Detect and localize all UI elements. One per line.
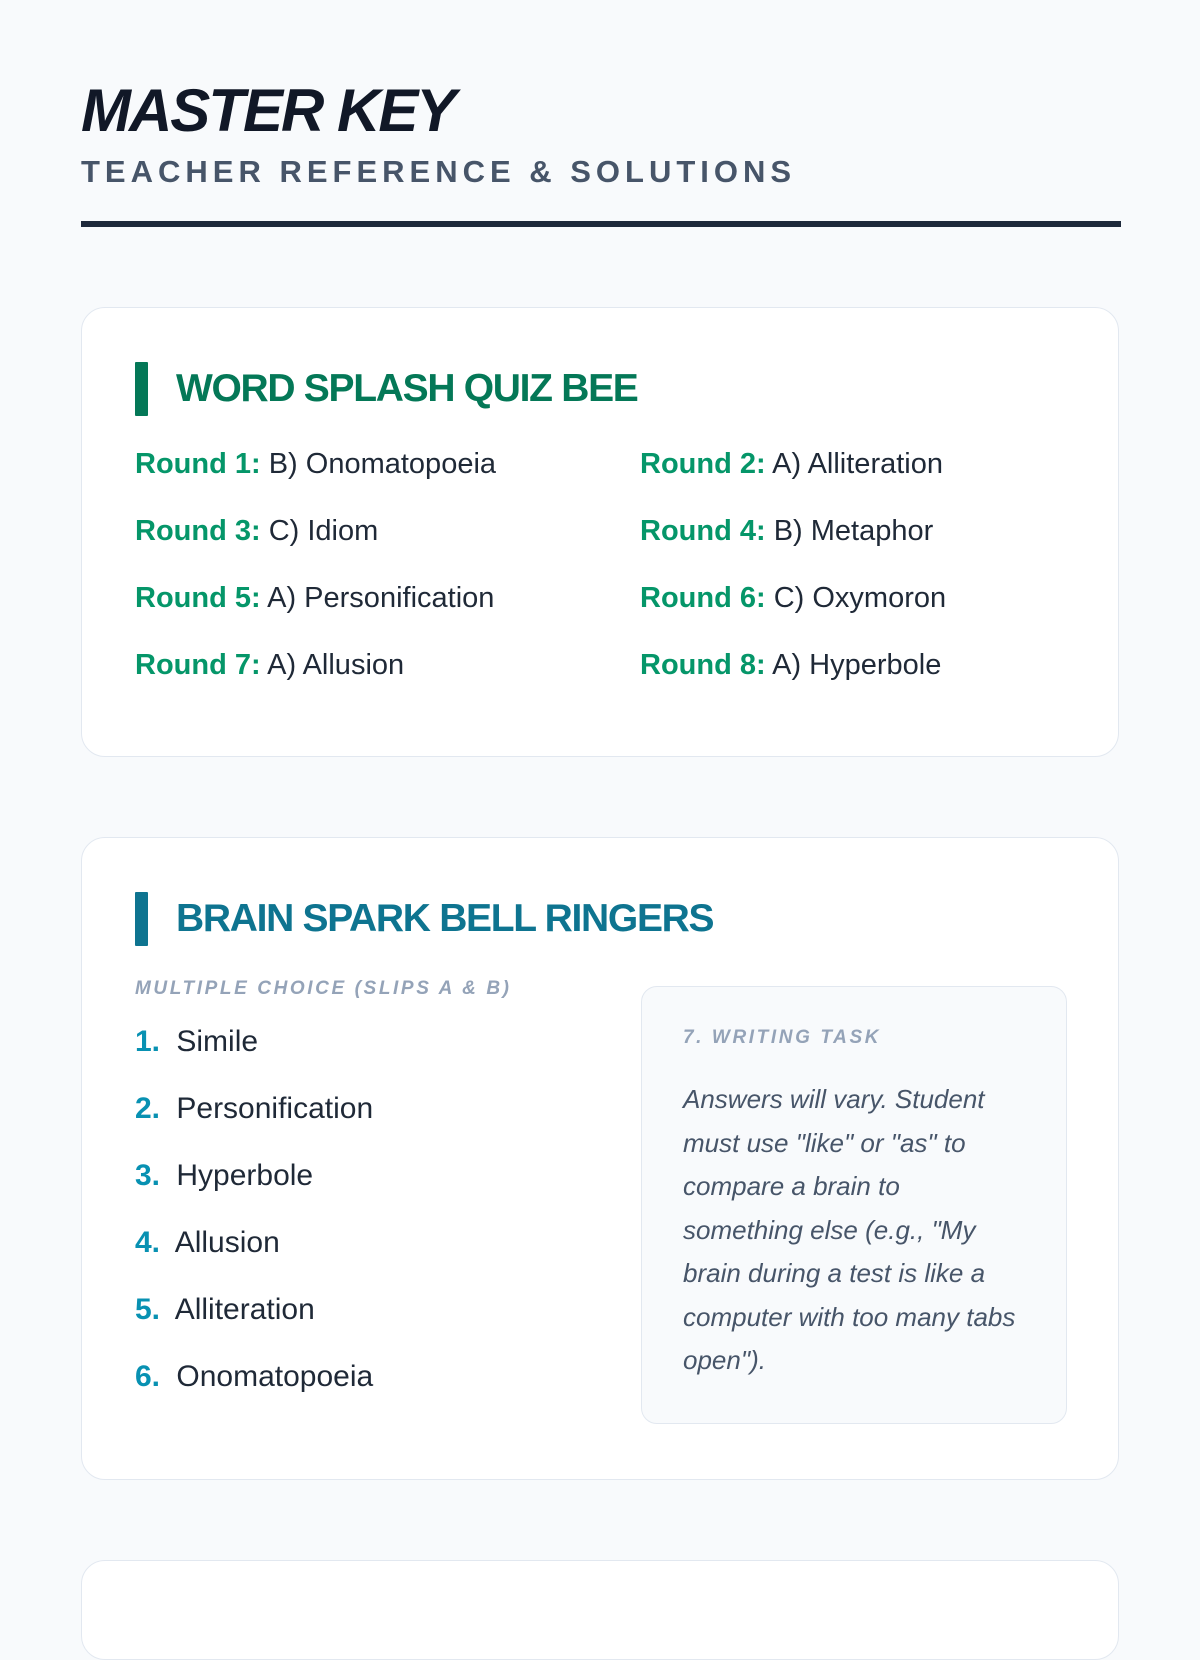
round-answer-item [640, 509, 995, 553]
round-answer: C) Idiom [268, 515, 379, 547]
answer-number: 1. [135, 1025, 161, 1058]
master-key-page [81, 0, 1121, 1393]
round-answer: B) Onomatopoeia [268, 448, 497, 480]
round-label: Round 5: [135, 582, 261, 614]
bell-ringers-heading [135, 892, 713, 946]
round-answer-item [135, 509, 640, 553]
page-header [81, 0, 1121, 227]
word-splash-quiz-bee-card [81, 307, 1119, 757]
round-label: Round 6: [640, 582, 766, 614]
section-accent-bar [135, 892, 148, 946]
answer-text: Alliteration [174, 1293, 315, 1326]
multiple-choice-answer [135, 1087, 373, 1154]
page-subtitle: TEACHER REFERENCE & SOLUTIONS [81, 154, 797, 189]
round-answer-item [135, 442, 640, 486]
quiz-round-answers [135, 442, 995, 687]
round-label: Round 2: [640, 448, 766, 480]
round-label: Round 8: [640, 649, 766, 681]
answer-number: 4. [135, 1226, 161, 1259]
answer-number: 2. [135, 1092, 161, 1125]
round-answer: A) Personification [267, 582, 495, 614]
section-title: BRAIN SPARK BELL RINGERS [176, 897, 714, 940]
round-answer-item [135, 643, 640, 687]
round-answer: A) Allusion [267, 649, 405, 681]
round-answer: A) Hyperbole [772, 649, 942, 681]
answer-number: 6. [135, 1360, 161, 1393]
round-answer-item [135, 576, 640, 620]
answer-text: Simile [176, 1025, 259, 1058]
multiple-choice-answer [135, 1355, 373, 1422]
section-title: WORD SPLASH QUIZ BEE [176, 367, 638, 410]
round-label: Round 7: [135, 649, 261, 681]
answer-number: 5. [135, 1293, 161, 1326]
multiple-choice-answer [135, 1020, 373, 1087]
round-label: Round 1: [135, 448, 261, 480]
writing-task-answer: Answers will vary. Student must use "like" or "as" to compare a brain to something else (e.g., "My brain during a test is like a computer with too many tabs open"). [683, 1084, 1016, 1375]
multiple-choice-answer-list [135, 1020, 373, 1422]
multiple-choice-answer [135, 1288, 373, 1355]
page-title: MASTER KEY [81, 77, 455, 144]
multiple-choice-heading: MULTIPLE CHOICE (SLIPS A & B) [135, 978, 512, 999]
answer-text: Onomatopoeia [176, 1360, 374, 1393]
writing-task-heading: 7. WRITING TASK [683, 1027, 882, 1048]
multiple-choice-answer [135, 1154, 373, 1221]
multiple-choice-answer [135, 1221, 373, 1288]
round-label: Round 4: [640, 515, 766, 547]
answer-text: Allusion [174, 1226, 280, 1259]
round-answer: C) Oxymoron [773, 582, 947, 614]
round-answer: B) Metaphor [773, 515, 934, 547]
brain-spark-bell-ringers-card [81, 837, 1119, 1480]
header-divider [81, 221, 1121, 227]
round-answer-item [640, 576, 995, 620]
round-answer: A) Alliteration [772, 448, 943, 480]
answer-text: Personification [176, 1092, 374, 1125]
answer-text: Hyperbole [176, 1159, 314, 1192]
round-label: Round 3: [135, 515, 261, 547]
next-section-card [81, 1560, 1119, 1660]
word-splash-heading [135, 362, 638, 416]
round-answer-item [640, 643, 995, 687]
section-accent-bar [135, 362, 148, 416]
answer-number: 3. [135, 1159, 161, 1192]
round-answer-item [640, 442, 995, 486]
writing-task-box [641, 986, 1067, 1424]
